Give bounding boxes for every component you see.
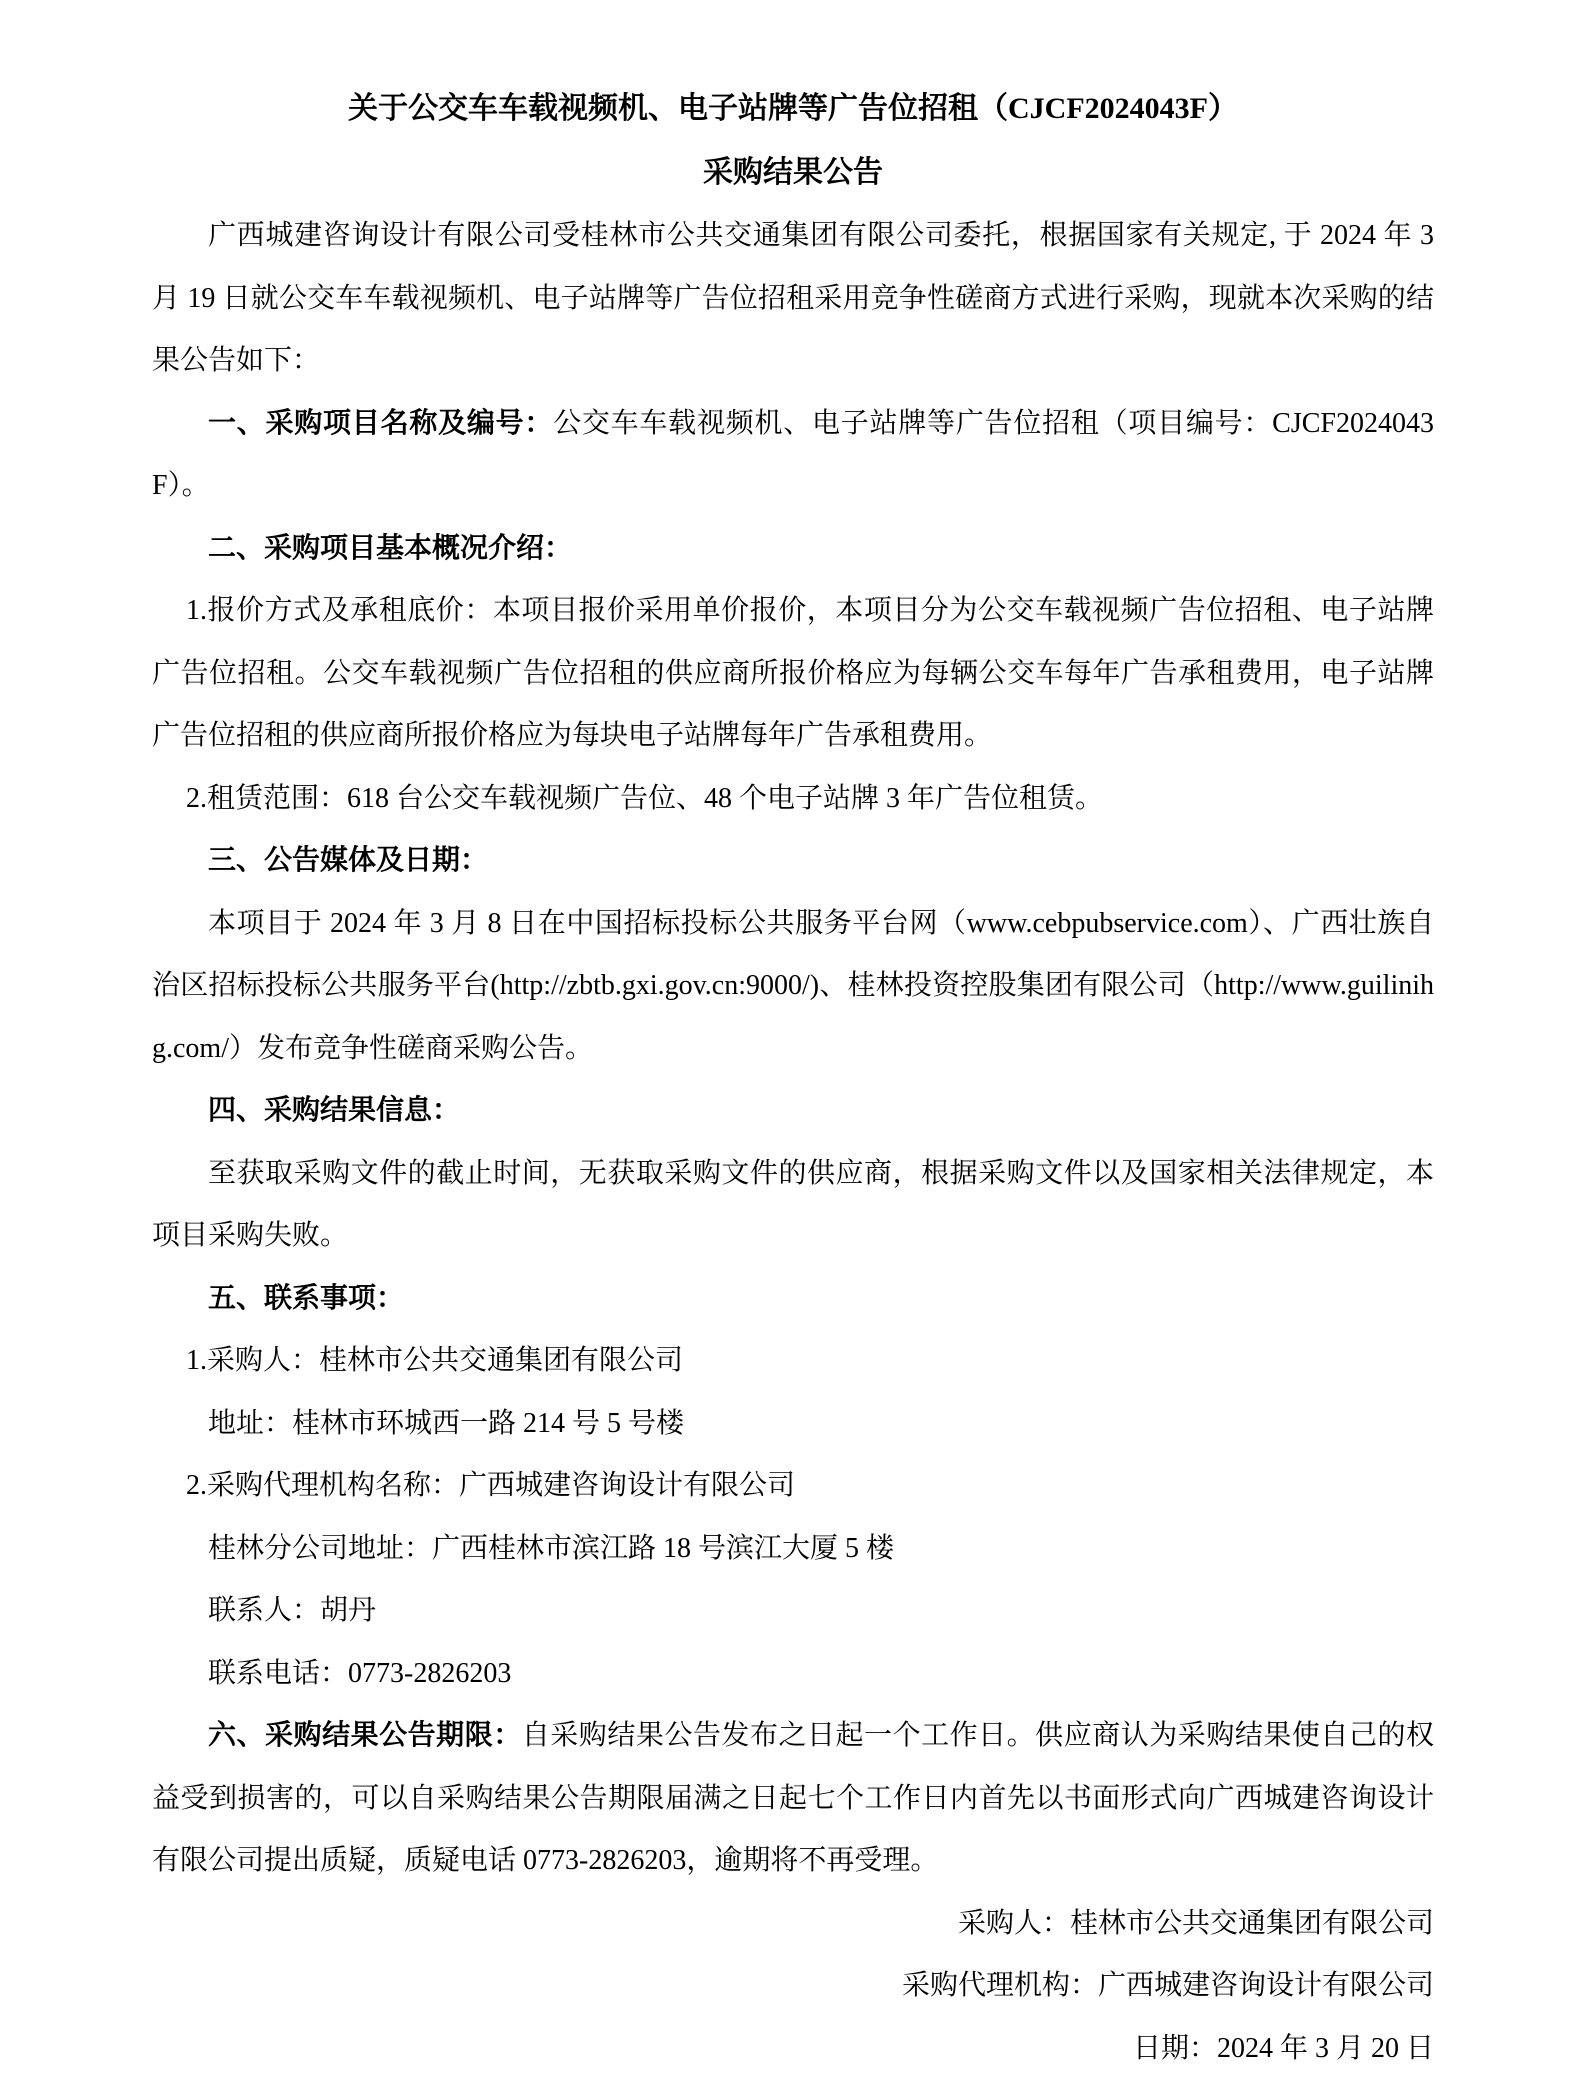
- section-1-paragraph: [152, 393, 1434, 518]
- intro-paragraph: 广西城建咨询设计有限公司受桂林市公共交通集团有限公司委托，根据国家有关规定, 于 2024 年 3 月 19 日就公交车车载视频机、电子站牌等广告位招租采用竞争性磋商方式进行采购，现就本次采购的结果公告如下：: [152, 220, 1434, 376]
- contact-address: 地址：桂林市环城西一路 214 号 5 号楼: [208, 1407, 685, 1439]
- contact-person: 联系人：胡丹: [208, 1595, 377, 1626]
- signature-agency: 采购代理机构：广西城建咨询设计有限公司: [901, 1970, 1434, 2001]
- contact-phone: 联系电话：0773-2826203: [208, 1657, 512, 1689]
- doc-subtitle: 采购结果公告: [703, 156, 883, 189]
- section-6-lead: 六、采购结果公告期限：: [208, 1720, 522, 1751]
- signature-buyer: 采购人：桂林市公共交通集团有限公司: [957, 1907, 1434, 1939]
- contact-agency-name: 2.采购代理机构名称：广西城建咨询设计有限公司: [186, 1470, 796, 1501]
- section-2-paragraph-1: 1.报价方式及承租底价：本项目报价采用单价报价，本项目分为公交车载视频广告位招租、电子站牌广告位招租。公交车载视频广告位招租的供应商所报价格应为每辆公交车每年广告承租费用，电子站牌广告位招租的供应商所报价格应为每块电子站牌每年广告承租费用。: [152, 595, 1434, 751]
- section-4-paragraph: 至获取采购文件的截止时间，无获取采购文件的供应商，根据采购文件以及国家相关法律规定，本项目采购失败。: [152, 1157, 1434, 1251]
- section-3-heading: 三、公告媒体及日期：: [208, 845, 489, 876]
- section-1-lead: 一、采购项目名称及编号：: [208, 407, 554, 439]
- section-1-text: 公交车车载视频机、电子站牌等广告位招租（项目编号：CJCF2024043F）。: [152, 407, 1434, 501]
- section-2-heading: 二、采购项目基本概况介绍：: [208, 532, 573, 564]
- section-6-paragraph: [152, 1705, 1434, 1893]
- section-6-text: 自采购结果公告发布之日起一个工作日。供应商认为采购结果使自己的权益受到损害的，可以自采购结果公告期限届满之日起七个工作日内首先以书面形式向广西城建咨询设计有限公司提出质疑，质疑电话 0773-2826203，逾期将不再受理。: [152, 1720, 1434, 1876]
- section-3-paragraph: 本项目于 2024 年 3 月 8 日在中国招标投标公共服务平台网（www.cebpubservice.com）、广西壮族自治区招标投标公共服务平台(http://zbtb.gxi.gov.cn:9000/)、桂林投资控股集团有限公司（http://www.guilinihg.com/）发布竞争性磋商采购公告。: [152, 907, 1434, 1064]
- contact-branch-address: 桂林分公司地址：广西桂林市滨江路 18 号滨江大厦 5 楼: [208, 1532, 895, 1564]
- section-5-heading: 五、联系事项：: [208, 1282, 405, 1314]
- doc-title: 关于公交车车载视频机、电子站牌等广告位招租（CJCF2024043F）: [348, 92, 1238, 125]
- section-2-paragraph-2: 2.租赁范围：618 台公交车载视频广告位、48 个电子站牌 3 年广告位租赁。: [186, 782, 1104, 814]
- section-4-heading: 四、采购结果信息：: [208, 1095, 461, 1126]
- contact-purchaser: 1.采购人：桂林市公共交通集团有限公司: [186, 1345, 684, 1376]
- signature-date: 日期：2024 年 3 月 20 日: [1132, 2032, 1434, 2064]
